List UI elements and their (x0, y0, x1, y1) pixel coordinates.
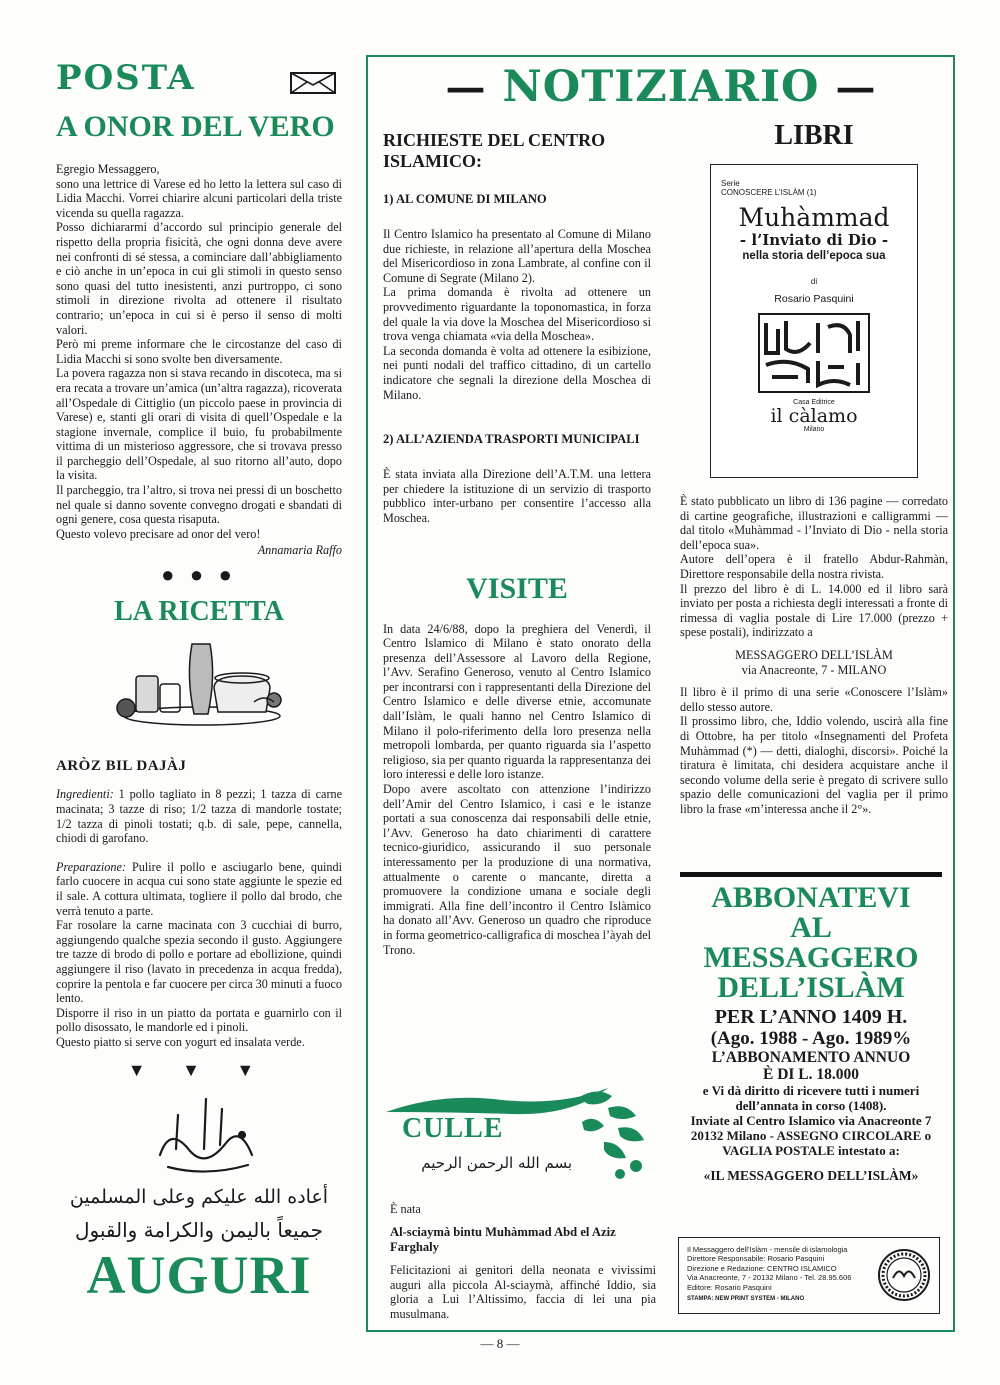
section-separator: ▼ ▼ ▼ (127, 1059, 271, 1080)
book-publisher: il càlamo (770, 405, 858, 427)
address-block (680, 648, 948, 677)
recipe-preparation (56, 860, 342, 918)
title-dash: — (445, 64, 487, 111)
kitchen-illustration (114, 636, 284, 728)
letter-paragraph: Però mi preme informare che le circostanze del caso di Lidia Macchi si sono svolte ben diversamente. (56, 337, 342, 366)
libri-paragraph: Autore dell’opera è il fratello Abdur-Rahmàn, Direttore responsabile della nostra rivista. (680, 552, 948, 581)
recipe-step: Disporre il riso in un piatto da portata e guarnirlo con il pollo disossato, le mandorle ed i pinoli. (56, 1005, 342, 1035)
newborn-name: Al-sciaymà bintu Muhàmmad Abd el Aziz Farghaly (390, 1225, 616, 1254)
book-title: Muhàmmad (738, 203, 890, 232)
visite-title: VISITE (466, 571, 568, 605)
ingredients-label: Ingredienti: (56, 787, 114, 802)
preparation-label: Preparazione: (56, 859, 126, 874)
subscription-line: (Ago. 1988 - Ago. 1989% (710, 1028, 912, 1049)
book-city: Milano (803, 426, 825, 433)
book-publisher-label: Casa Editrice (793, 399, 835, 406)
richieste-heading: RICHIESTE DEL CENTRO ISLAMICO: (383, 130, 606, 171)
notiziario-title-text: NOTIZIARIO (502, 62, 820, 112)
title-dash: — (835, 64, 877, 111)
libri-paragraph: Il prezzo del libro è di L. 14.000 ed il libro sarà inviato per posta a richiesta degli interessati a fronte di rimessa di vaglia postale di Lire 17.000 (prezzo + spese postali), indirizzato a (680, 581, 948, 640)
preparation-text: Pulire il pollo e asciugarlo bene, quindi farlo cuocere in acqua cui sono state aggiunte le spezie ed il sale. A cottura ultimata, togliere il pollo dal brodo, che verrà tenuto a parte. (56, 859, 342, 918)
subscription-line: ABBONATEVI (711, 881, 911, 914)
colophon-line: Il Messaggero dell’Islàm - mensile di islamologia (687, 1245, 848, 1254)
book-subtitle-2: nella storia dell’epoca sua (742, 250, 886, 262)
letter-headline: A ONOR DEL VERO (56, 110, 335, 143)
libri-paragraph: Il prossimo libro, che, Iddio volendo, uscirà alla fine di Ottobre, ha per titolo «Insegnamenti del Profeta Muhàmmad (*) — detti, dialoghi, discorsi». Poiché la tiratura è limitata, chi desidera acquistare anche il secondo volume della serie è pregato di scrivere sullo spazio delle comunicazioni del vaglia per il primo libro la frase «m’interessa anche il 2°». (680, 714, 948, 816)
libri-paragraph: Il libro è il primo di una serie «Conoscere l’Islàm» dello stesso autore. (680, 685, 948, 714)
subscription-line: PER L’ANNO 1409 H. (714, 1006, 908, 1028)
book-di: di (810, 277, 818, 286)
colophon-line: Direttore Responsabile: Rosario Pasquini (687, 1254, 825, 1264)
ingredients-text: 1 pollo tagliato in 8 pezzi; 1 tazza di carne macinata; 3 tazze di riso; 1/2 tazza di mandorle tostate; 1/2 tazza di pinoli tostati; q.b. di sale, pepe, cannella, chiodi di garofano. (56, 787, 343, 846)
libri-paragraph: È stato pubblicato un libro di 136 pagine — corredato di cartine geografiche, illustrazioni e calligrammi — dal titolo «Muhàmmad - l’Inviato di Dio - nella storia dell’epoca sua». (680, 494, 948, 552)
culle-paragraph: Felicitazioni ai genitori della neonata e vivissimi auguri alla piccola Al-sciaymà, affinché Iddio, sia gloria a Lui l’Altissimo, faccia di lei una pia musulmana. (390, 1263, 656, 1321)
letter-paragraph: Questo volevo precisare ad onor del vero! (56, 526, 261, 541)
subscription-line: Inviate al Centro Islamico via Anacreonte 7 20132 Milano - ASSEGNO CIRCOLARE o VAGLIA POSTALE intestato a: (690, 1113, 932, 1158)
recipe-step: Questo piatto si serve con yogurt ed insalata verde. (56, 1034, 305, 1049)
subscription-line: L’ABBONAMENTO ANNUO (711, 1049, 911, 1066)
right-column (680, 120, 948, 816)
letter-paragraph: Egregio Messaggero, (56, 162, 160, 176)
address-line: MESSAGGERO DELL’ISLÀM (735, 647, 893, 662)
book-subtitle: - l’Inviato di Dio - (739, 231, 889, 249)
subscription-box (680, 872, 942, 1184)
news-paragraph: Il Centro Islamico ha presentato al Comune di Milano due richieste, in relazione all’apertura della Moschea del Misericordioso in zona Lambrate, al confine con il Comune di Segrate (Milano 2). (383, 227, 651, 285)
notiziario-title (372, 62, 950, 113)
book-series-label: Serie (721, 179, 740, 188)
letter-paragraph: Il parcheggio, tra l’altro, si trova nei pressi di un boschetto nel quale si danno sovente convegno drogati e sbandati di ogni genere, cosa questa risaputa. (56, 483, 342, 527)
page-number: — 8 — (480, 1336, 520, 1351)
middle-column (383, 130, 651, 957)
news-paragraph: La seconda domanda è volta ad ottenere la esibizione, nei punti nodali del traffico cittadino, di un cartello indicatore che segnali la direzione della Moschea di Milano. (383, 343, 651, 402)
book-series-name: CONOSCERE L’ISLÀM (1) (721, 188, 817, 197)
arabic-calligraphy (56, 1085, 342, 1245)
letter-signature: Annamaria Raffo (257, 543, 342, 558)
colophon-line: Editore: Rosario Pasquini (687, 1282, 772, 1292)
letter-paragraph: Posso dichiararmi d’accordo sul principio generale del rispetto della propria fisicità, che ogni donna deve avere nei confronti di sé stessa, a cominciare dall’abbigliamento e ciò anche in un’epoca in cui gli stimoli in questo senso sono quasi del tutto inesistenti, anzi purtroppo, ci sono stimoli in direzione rivolta ad ottenere il risultato contrario; un’epoca in cui si è perso il senso di molti valori. (56, 220, 342, 337)
subscription-line: AL MESSAGGERO (703, 911, 919, 974)
section-heading: 1) AL COMUNE DI MILANO (383, 192, 547, 206)
libri-title: LIBRI (774, 120, 854, 151)
letter-paragraph: sono una lettrice di Varese ed ho letto la lettera sul caso di Lidia Macchi. Vorrei chiarire alcuni particolari della triste vicenda su quella ragazza. (56, 176, 342, 220)
colophon-stampa: STAMPA: NEW PRINT SYSTEM - MILANO (687, 1296, 805, 1303)
colophon-line: Direzione e Redazione: CENTRO ISLAMICO (687, 1263, 837, 1273)
envelope-icon (290, 72, 336, 94)
news-paragraph: Dopo avere ascoltato con attenzione l’indirizzo dell’Amir del Centro Islamico, i casi e le istanze portati a sua conoscenza dai responsabili delle etnie, l’Avv. Generoso ha dato chiarimenti di carattere tecnico-giuridico, assicurando il suo personale interessamento per la produzione di una normativa, attualmente o carente o mancante, diretta a promuovere la condizione umana e sociale degli immigrati. Alla fine dell’incontro il Centro Islàmico ha donato all’Avv. Generoso un quadro che riproduce in forma geometrico-calligrafica di moschea l’àyah del Trono. (383, 782, 652, 957)
auguri-title: AUGURI (86, 1244, 312, 1305)
subscription-line: È DI L. 18.000 (762, 1066, 860, 1083)
news-paragraph: In data 24/6/88, dopo la preghiera del Venerdì, il Centro Islamico di Milano è stato onorato della presenza dell’Assessore al Lavoro della Regione, l’Avv. Serafino Generoso, venuto al Centro Islamico per incontrarsi con i rappresentanti della Direzione del Centro Islamico e delle diverse etnie, accomunate dall’Islàm, le quali hanno nel Centro Islamico di Milano il polo-riferimento della loro presenza nella metropoli lombarda, per quanto riguarda sia l’aspetto religioso, sia per quanto riguarda la rappresentanza dei loro interessi e delle loro istanze. (383, 621, 651, 782)
address-line: via Anacreonte, 7 - MILANO (741, 662, 887, 677)
recipe-step: Far rosolare la carne macinata con 3 cucchiai di burro, aggiungendo qualche spezia secondo il gusto. Aggiungere tre tazze di brodo di pollo e portare ad ebollizione, quindi aggiungere il riso (lavato in precedenza in acqua fredda), coprire la pentola e far cuocere per circa 30 minuti a fuoco lento. (56, 918, 342, 1006)
culle-title: CULLE (402, 1113, 504, 1144)
letter-paragraph: La povera ragazza non si stava recando in discoteca, ma si era recata a trovare un’amica (un’altra ragazza), ricoverata all’Ospedale di Cittiglio (un piccolo paese in provincia di Varese) e, stanti gli orari di visita di quell’Ospedale e la stagione invernale, complice il buio, fu probabilmente vittima di un misterioso aggressore, che si trovava presso il parcheggio dell’Ospedale, al suo ritorno all’auto, dopo la visita. (56, 366, 342, 483)
arabic-line-2: جميعاً باليمن والكرامة والقبول (74, 1217, 324, 1242)
calligraphy-square (758, 313, 870, 393)
book-cover (710, 164, 918, 478)
book-author: Rosario Pasquini (774, 293, 854, 305)
basmala: بسم الله الرحمن الرحيم (421, 1154, 572, 1172)
section-heading: 2) ALL’AZIENDA TRASPORTI MUNICIPALI (383, 432, 640, 447)
dish-title: ARÒZ BIL DAJÀJ (56, 758, 187, 775)
recipe-ingredients (56, 787, 342, 845)
subscription-line: DELL’ISLÀM (717, 971, 905, 1004)
circular-seal (877, 1248, 931, 1302)
recipe-title: LA RICETTA (114, 596, 284, 628)
subscription-line: «IL MESSAGGERO DELL’ISLÀM» (703, 1168, 919, 1183)
posta-title: POSTA (56, 58, 196, 98)
subscription-line: e Vi dà diritto di ricevere tutti i numeri dell’annata in corso (1408). (702, 1083, 920, 1113)
nata-label: È nata (390, 1202, 421, 1216)
colophon-line: Via Anacreonte, 7 - 20132 Milano - Tel. 28.95.606 (687, 1273, 852, 1283)
left-column (56, 58, 342, 1305)
culle-section (390, 1202, 656, 1321)
news-paragraph: La prima domanda è rivolta ad ottenere un provvedimento riguardante la toponomastica, in forza del quale la via dove la Moschea del Misericordioso si trova venga chiamata «via della Moschea». (383, 285, 651, 344)
colophon (678, 1237, 940, 1314)
section-separator: ● ● ● (161, 562, 237, 588)
arabic-line-1: أعاده الله عليكم وعلى المسلمين (69, 1185, 329, 1208)
news-paragraph: È stata inviata alla Direzione dell’A.T.M. una lettera per chiedere la istituzione di un servizio di trasporto pubblico inter-urbano per consentire l’accesso alla Moschea. (383, 467, 651, 525)
